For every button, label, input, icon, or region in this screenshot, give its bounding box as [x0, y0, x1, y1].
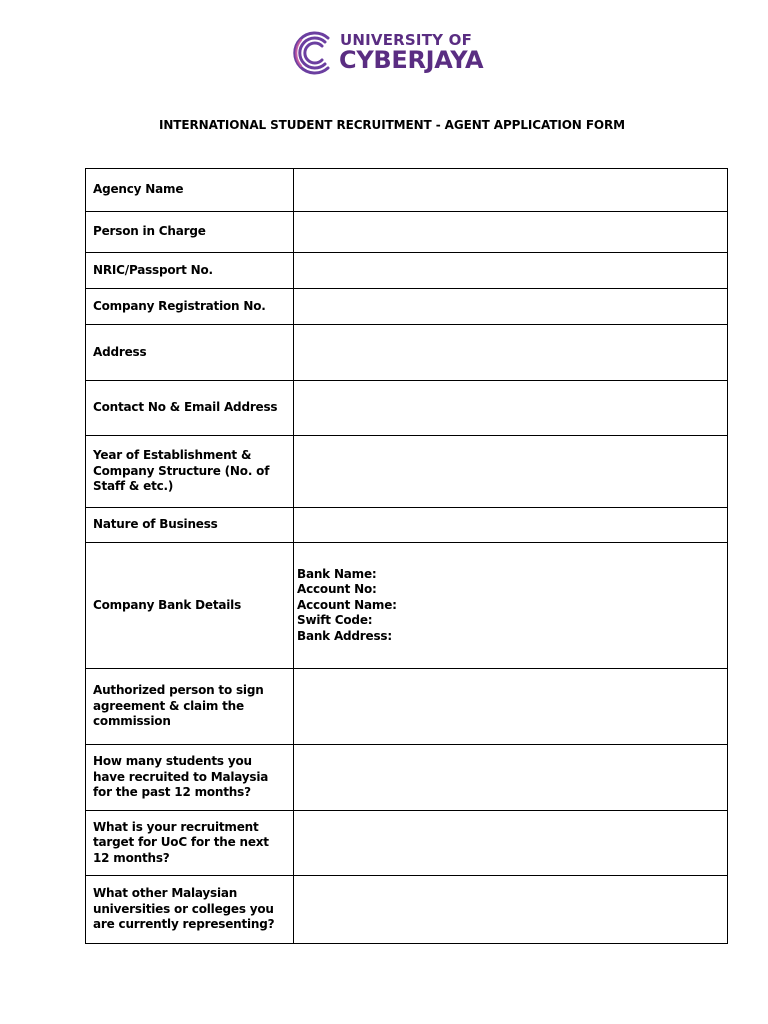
label-nature-of-business: Nature of Business [86, 508, 294, 543]
form-row-students-recruited [86, 745, 728, 811]
bank-name-label: Bank Name: [297, 566, 377, 581]
label-person-in-charge: Person in Charge [86, 212, 294, 253]
application-form-table [85, 168, 728, 944]
form-row-recruitment-target [86, 811, 728, 876]
field-contact-email[interactable] [294, 381, 728, 436]
field-students-recruited[interactable] [294, 745, 728, 811]
form-row-agency-name [86, 169, 728, 212]
field-establishment-structure[interactable] [294, 436, 728, 508]
field-person-in-charge[interactable] [294, 212, 728, 253]
field-authorized-person[interactable] [294, 669, 728, 745]
label-establishment-structure: Year of Establishment & Company Structure (No. of Staff & etc.) [86, 436, 294, 508]
label-agency-name: Agency Name [86, 169, 294, 212]
field-address[interactable] [294, 325, 728, 381]
form-row-authorized-person [86, 669, 728, 745]
form-row-company-registration [86, 289, 728, 325]
form-row-contact-email [86, 381, 728, 436]
label-nric-passport: NRIC/Passport No. [86, 253, 294, 289]
university-logo-mark-icon [292, 28, 338, 78]
label-recruitment-target: What is your recruitment target for UoC for the next 12 months? [86, 811, 294, 876]
label-company-registration: Company Registration No. [86, 289, 294, 325]
label-other-universities: What other Malaysian universities or colleges you are currently representing? [86, 876, 294, 944]
logo-text-university-of: UNIVERSITY OF [340, 31, 473, 49]
form-row-nature-of-business [86, 508, 728, 543]
form-row-person-in-charge [86, 212, 728, 253]
form-row-nric-passport [86, 253, 728, 289]
logo-text-cyberjaya: CYBERJAYA [339, 46, 484, 74]
swift-code-label: Swift Code: [297, 613, 373, 628]
field-other-universities[interactable] [294, 876, 728, 944]
university-logo [292, 28, 492, 80]
field-nature-of-business[interactable] [294, 508, 728, 543]
label-bank-details: Company Bank Details [86, 543, 294, 669]
bank-address-label: Bank Address: [297, 628, 392, 643]
form-row-bank-details [86, 543, 728, 669]
account-name-label: Account Name: [297, 597, 397, 612]
field-agency-name[interactable] [294, 169, 728, 212]
form-row-establishment-structure [86, 436, 728, 508]
label-students-recruited: How many students you have recruited to Malaysia for the past 12 months? [86, 745, 294, 811]
field-bank-details[interactable] [294, 543, 728, 669]
field-company-registration[interactable] [294, 289, 728, 325]
label-authorized-person: Authorized person to sign agreement & claim the commission [86, 669, 294, 745]
label-contact-email: Contact No & Email Address [86, 381, 294, 436]
form-row-address [86, 325, 728, 381]
field-nric-passport[interactable] [294, 253, 728, 289]
form-row-other-universities [86, 876, 728, 944]
form-title: INTERNATIONAL STUDENT RECRUITMENT - AGENT APPLICATION FORM [159, 118, 625, 132]
label-address: Address [86, 325, 294, 381]
account-no-label: Account No: [297, 582, 377, 597]
field-recruitment-target[interactable] [294, 811, 728, 876]
